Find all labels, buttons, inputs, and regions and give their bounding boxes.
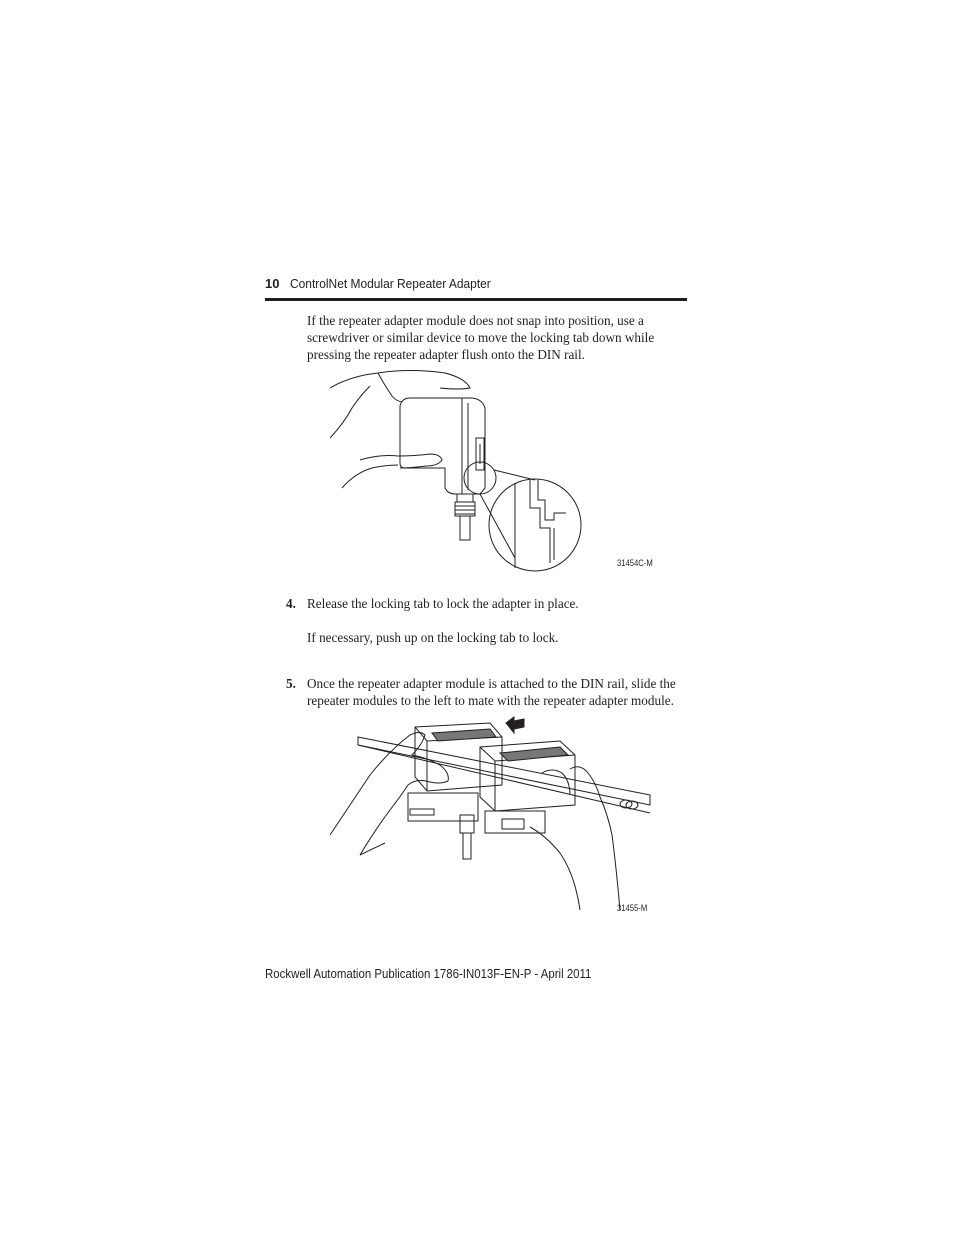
publication-footer: Rockwell Automation Publication 1786-IN013F-EN-P - April 2011 — [265, 966, 592, 981]
adapter-module-drawing — [400, 398, 485, 540]
left-arrow-icon — [506, 717, 524, 733]
step-4-number: 4. — [286, 596, 296, 611]
din-rail-drawing — [358, 737, 650, 813]
intro-paragraph: If the repeater adapter module does not snap into position, use a screwdriver or similar device to move the locking tab down while pressing the repeater adapter flush onto the DIN rail. — [307, 313, 655, 362]
locking-tab-detail — [489, 479, 581, 571]
step-5-number: 5. — [286, 676, 296, 691]
figure-adapter-locking-tab — [330, 368, 630, 578]
left-module-drawing — [408, 723, 502, 859]
figure2-label: 31455-M — [617, 903, 648, 913]
running-title: ControlNet Modular Repeater Adapter — [290, 276, 491, 291]
step-5-text: Once the repeater adapter module is attached to the DIN rail, slide the repeater modules to the left to mate with the repeater adapter module. — [307, 676, 676, 708]
figure1-label: 31454C-M — [617, 558, 653, 568]
step-4-note: If necessary, push up on the locking tab to lock. — [307, 630, 559, 645]
page-number: 10 — [265, 276, 280, 291]
header-rule — [265, 298, 687, 301]
magnifier-origin — [464, 462, 496, 494]
figure-slide-modules — [330, 715, 660, 910]
step-4-text: Release the locking tab to lock the adapter in place. — [307, 596, 579, 611]
